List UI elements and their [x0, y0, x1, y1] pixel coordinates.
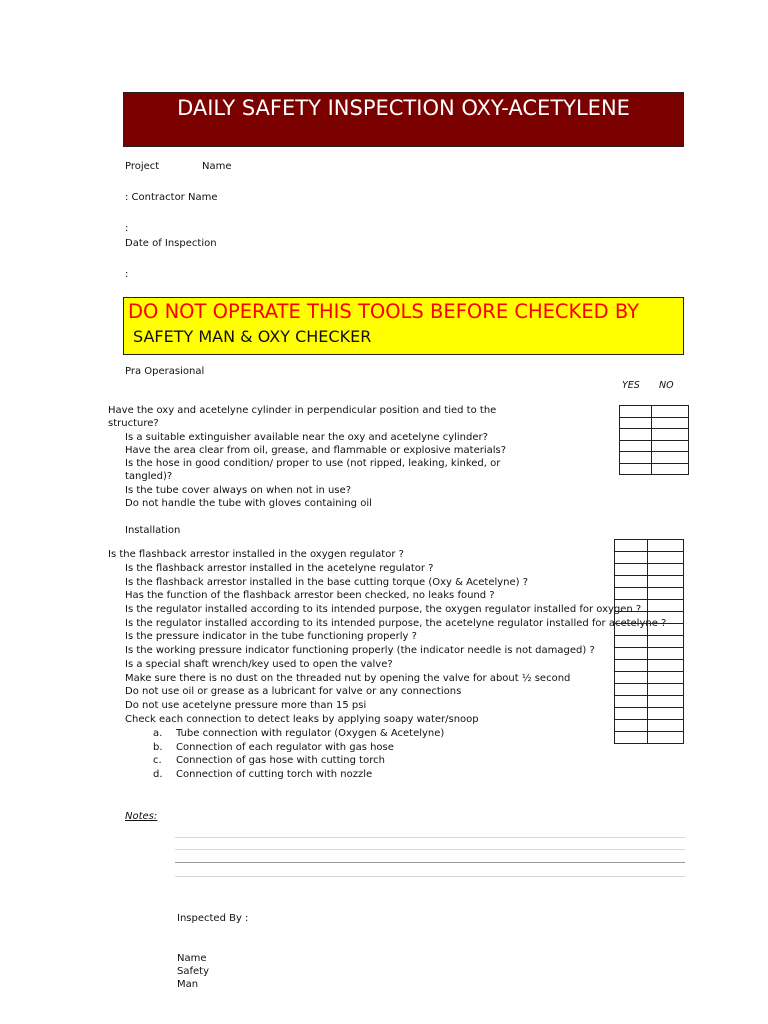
list-item: Do not use acetelyne pressure more than 15 psi	[125, 700, 367, 711]
notes-label: Notes:	[125, 811, 158, 822]
yes-cell[interactable]	[615, 552, 648, 564]
list-item: tangled)?	[125, 471, 173, 482]
yes-column-header: YES	[622, 380, 640, 391]
list-item: Is the pressure indicator in the tube functioning properly ?	[125, 631, 417, 642]
checkbox-row	[615, 648, 684, 660]
checkbox-row	[620, 440, 689, 452]
yes-cell[interactable]	[615, 720, 648, 732]
yes-cell[interactable]	[615, 588, 648, 600]
no-cell[interactable]	[652, 417, 689, 429]
sub-item-letter: b.	[153, 742, 163, 753]
sub-item-letter: a.	[153, 728, 163, 739]
checkbox-row	[615, 696, 684, 708]
date-of-inspection-label: Date of Inspection	[125, 238, 217, 249]
pre-operational-heading: Pra Operasional	[125, 366, 205, 377]
list-item: Is the flashback arrestor installed in the oxygen regulator ?	[108, 549, 404, 560]
contractor-name-label: : Contractor Name	[125, 192, 218, 203]
no-cell[interactable]	[652, 440, 689, 452]
yes-cell[interactable]	[620, 429, 652, 441]
no-cell[interactable]	[648, 552, 684, 564]
notes-line	[175, 849, 685, 850]
list-item: Is the tube cover always on when not in use?	[125, 485, 352, 496]
installation-heading: Installation	[125, 525, 181, 536]
checkbox-row	[620, 406, 689, 418]
project-name-label: Name	[202, 161, 232, 172]
checkbox-row	[620, 452, 689, 464]
list-item: Is the flashback arrestor installed in the acetelyne regulator ?	[125, 563, 434, 574]
yes-cell[interactable]	[615, 732, 648, 744]
no-cell[interactable]	[648, 624, 684, 636]
installation-checkbox-grid	[614, 539, 684, 744]
checkbox-row	[615, 636, 684, 648]
yes-cell[interactable]	[615, 684, 648, 696]
list-item: Is the regulator installed according to its intended purpose, the oxygen regulator installed for oxygen ?	[125, 604, 642, 615]
no-cell[interactable]	[648, 732, 684, 744]
list-item: Is the working pressure indicator functioning properly (the indicator needle is not damaged) ?	[125, 645, 595, 656]
yes-cell[interactable]	[620, 463, 652, 475]
signature-name-label: Name	[177, 953, 207, 964]
no-cell[interactable]	[648, 600, 684, 612]
signature-safety-label: Safety	[177, 966, 209, 977]
no-cell[interactable]	[648, 684, 684, 696]
list-item: Do not handle the tube with gloves containing oil	[125, 498, 372, 509]
checkbox-row	[615, 684, 684, 696]
checkbox-row	[615, 732, 684, 744]
yes-cell[interactable]	[615, 672, 648, 684]
no-cell[interactable]	[648, 636, 684, 648]
checkbox-row	[615, 720, 684, 732]
no-cell[interactable]	[652, 429, 689, 441]
yes-cell[interactable]	[620, 406, 652, 418]
project-label: Project	[125, 161, 160, 172]
no-cell[interactable]	[648, 696, 684, 708]
checkbox-row	[615, 624, 684, 636]
checkbox-row	[615, 708, 684, 720]
inspected-by-label: Inspected By :	[177, 913, 249, 924]
checkbox-row	[615, 672, 684, 684]
no-cell[interactable]	[652, 452, 689, 464]
yes-cell[interactable]	[615, 636, 648, 648]
yes-cell[interactable]	[615, 576, 648, 588]
checkbox-row	[620, 429, 689, 441]
list-item: Check each connection to detect leaks by applying soapy water/snoop	[125, 714, 479, 725]
sub-item: Connection of each regulator with gas hose	[176, 742, 394, 753]
checkbox-row	[615, 600, 684, 612]
notes-line	[175, 837, 685, 838]
warning-line-2: SAFETY MAN & OXY CHECKER	[133, 327, 372, 346]
no-cell[interactable]	[648, 708, 684, 720]
warning-banner	[123, 297, 684, 355]
list-item: Do not use oil or grease as a lubricant for valve or any connections	[125, 686, 462, 697]
yes-cell[interactable]	[615, 540, 648, 552]
no-cell[interactable]	[648, 576, 684, 588]
notes-line	[175, 876, 685, 877]
field-colon: :	[125, 269, 129, 280]
no-cell[interactable]	[648, 660, 684, 672]
no-cell[interactable]	[648, 648, 684, 660]
yes-cell[interactable]	[615, 660, 648, 672]
checkbox-row	[615, 564, 684, 576]
list-item: Make sure there is no dust on the threaded nut by opening the valve for about ½ second	[125, 673, 571, 684]
checkbox-row	[615, 588, 684, 600]
checkbox-row	[615, 552, 684, 564]
yes-cell[interactable]	[620, 452, 652, 464]
document-title: DAILY SAFETY INSPECTION OXY-ACETYLENE	[123, 92, 684, 147]
yes-cell[interactable]	[615, 624, 648, 636]
list-item: Is the flashback arrestor installed in the base cutting torque (Oxy & Acetelyne) ?	[125, 577, 529, 588]
no-cell[interactable]	[648, 672, 684, 684]
field-colon: :	[125, 223, 129, 234]
yes-cell[interactable]	[620, 417, 652, 429]
list-item: Has the function of the flashback arrestor been checked, no leaks found ?	[125, 590, 495, 601]
yes-cell[interactable]	[615, 708, 648, 720]
yes-cell[interactable]	[615, 600, 648, 612]
no-cell[interactable]	[648, 588, 684, 600]
checkbox-row	[615, 660, 684, 672]
signature-man-label: Man	[177, 979, 199, 990]
yes-cell[interactable]	[615, 612, 648, 624]
pre-operational-checkbox-grid	[619, 405, 689, 475]
no-cell[interactable]	[648, 564, 684, 576]
yes-cell[interactable]	[615, 564, 648, 576]
list-item: Have the area clear from oil, grease, and flammable or explosive materials?	[125, 445, 507, 456]
list-item: Is a suitable extinguisher available near the oxy and acetelyne cylinder?	[125, 432, 488, 443]
list-item: Have the oxy and acetelyne cylinder in perpendicular position and tied to the	[108, 405, 497, 416]
warning-line-1: DO NOT OPERATE THIS TOOLS BEFORE CHECKED BY	[128, 300, 640, 323]
list-item: Is the regulator installed according to its intended purpose, the acetelyne regulator installed for acetelyne ?	[125, 618, 667, 629]
yes-cell[interactable]	[620, 440, 652, 452]
checkbox-row	[615, 612, 684, 624]
no-cell[interactable]	[648, 540, 684, 552]
checkbox-row	[615, 540, 684, 552]
sub-item: Connection of gas hose with cutting torch	[176, 755, 385, 766]
yes-cell[interactable]	[615, 696, 648, 708]
yes-cell[interactable]	[615, 648, 648, 660]
no-cell[interactable]	[652, 406, 689, 418]
sub-item-letter: c.	[153, 755, 162, 766]
list-item: structure?	[108, 418, 159, 429]
checkbox-row	[620, 463, 689, 475]
list-item: Is the hose in good condition/ proper to use (not ripped, leaking, kinked, or	[125, 458, 501, 469]
checkbox-row	[615, 576, 684, 588]
no-cell[interactable]	[648, 612, 684, 624]
list-item: Is a special shaft wrench/key used to open the valve?	[125, 659, 393, 670]
no-cell[interactable]	[648, 720, 684, 732]
no-cell[interactable]	[652, 463, 689, 475]
sub-item-letter: d.	[153, 769, 163, 780]
sub-item: Tube connection with regulator (Oxygen & Acetelyne)	[176, 728, 445, 739]
sub-item: Connection of cutting torch with nozzle	[176, 769, 373, 780]
checkbox-row	[620, 417, 689, 429]
no-column-header: NO	[659, 380, 674, 391]
notes-line	[175, 862, 685, 863]
